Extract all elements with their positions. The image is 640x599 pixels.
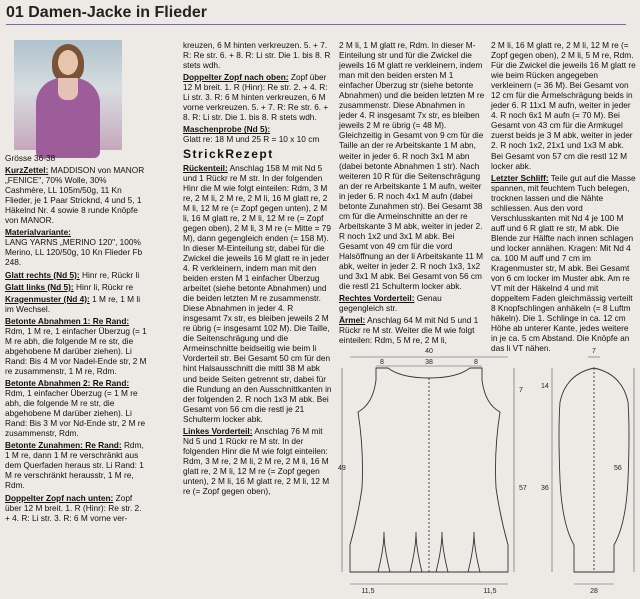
betonte-zunahmen-text: Rdm, 1 M re, dann 1 M re verschränkt aus dem Querfaden heraus str. Li Rand: 1 M re verschränkt herausstr, 1 M re, Rdm. [5,440,144,491]
column-instructions-1 [183,40,333,599]
glatt-rechts-section [5,270,148,280]
betonte-abnahmen-2-section [5,378,148,438]
rueckenteil-section [183,163,333,424]
dim-armhole-depth: 7 [519,387,523,394]
rechtes-vorderteil-heading: Rechtes Vorderteil: [339,293,415,304]
betonte-abnahmen-1-section [5,316,148,376]
zopf-oben-section [183,72,333,122]
body-gusset-right [468,532,480,572]
dim-shoulder-right: 8 [474,359,478,366]
materialvariante-heading: Materialvariante: [5,227,71,238]
model-photo [14,40,122,150]
materialvariante-section [5,227,148,267]
betonte-abnahmen-2-text: Rdm, 1 einfacher Überzug (= 1 M re abh, die folgende M re str, die abgehobene M darüber ziehen). Li Rand: Bis 3 M vor Nd-Ende str, 2 M re zusammenstr, Rdm. [5,388,146,439]
body-gusset-left [378,532,390,572]
zopf-unten-text: Zopf über 12 M breit. 1. R (Hinr): Re str. 2. + 4. R: Li str. 3. R: 6 M vorne ver- [5,492,142,523]
zopf-unten-heading: Doppelter Zopf nach unten: [5,492,114,503]
dim-shoulder-left: 8 [380,359,384,366]
betonte-abnahmen-1-heading: Betonte Abnahmen 1: Re Rand: [5,315,130,326]
column-instructions-3 [491,40,636,354]
dim-sleeve-bottom: 28 [590,588,598,595]
glatt-links-section [5,282,148,292]
zopf-unten-section [5,493,148,523]
dim-sleeve-length: 56 [614,465,622,472]
betonte-zunahmen-section [5,440,148,490]
linkes-vorderteil-section [183,426,333,496]
body-gusset-center-left [410,532,422,572]
linkes-vorderteil-continued: 2 M li, 1 M glatt re, Rdm. In dieser M-Einteilung str und für die Zwickel die jeweils 16 M glatt re verkleinern, indem man mit den beiden ersten M 1 einfacher Überzug str (siehe betonte Abnahmen) und die beiden letzten M re zusammenstr. Diese Abnahmen in jeder 4. R insgesamt 7x str, es bleiben jeweils 2 M re übrig (= 48 M). Gleichzeitig in Gesamt von 9 cm für die Taille an der re Arbeitskante 1 M abn, weiter in jeder 6. R noch 3x1 M abn (dabei betonte Abnahmen 1 str). Nach weiteren 10 R für die Seitenschrägung an der re Arbeitskante 1 M aufn, weiter in jeder 6. R noch 4x1 M aufn (dabei betonte Zunahmen str). Bei Gesamt 38 cm für die Armeinschnitte an der re Arbeitskante 3 M abk, weiter in jeder 2. R noch 1x2 und 3x1 M abk. Bei Gesamt von 49 cm für die vord Halsöffnung an der li Arbeitskante 11 M abk, weiter in jeder 2. R noch 1x3, 1x2 und 3x1 M abk. Bei Gesamt von 56 cm die restl 21 Schulterm locker abk. [339,40,485,292]
dim-sleeve-seam: 36 [541,485,549,492]
letzter-schliff-section [491,173,636,354]
glatt-rechts-text: Hinr re, Rückr li [82,269,140,280]
dim-hem-right: 11,5 [483,588,497,595]
letzter-schliff-heading: Letzter Schliff: [491,172,549,183]
betonte-abnahmen-2-heading: Betonte Abnahmen 2: Re Rand: [5,377,130,388]
column-instructions-2 [339,40,485,346]
kragenmuster-heading: Kragenmuster (Nd 4): [5,293,90,304]
rueckenteil-heading: Rückenteil: [183,162,228,173]
betonte-zunahmen-heading: Betonte Zunahmen: Re Rand: [5,440,122,451]
dim-hem-left: 11,5 [361,588,375,595]
zopf-oben-text: Zopf über 12 M breit. 1. R (Hinr): Re str. 2. + 4. R: Li str. 3. R: 6 M hinten verkreuzen, 6 M vorne verkreuzen. 5. + 7. R: Re str. 6. + 8. R: Li str. Die 1. bis 8. R stets wdh. [183,72,329,123]
linkes-vorderteil-heading: Linkes Vorderteil: [183,425,253,436]
letzter-schliff-text: Teile gut auf die Masse spannen, mit feuchtem Tuch belegen, trocknen lassen und die Nähte schliessen. Aus den vord Verschlusskanten mit Nd 4 je 100 M auff und 6 R glatt re str, M abk. Die Blende zur Hälfte nach innen schlagen und locker annähen. Kragen: Mit Nd 4 ca. 100 M auff und 7 cm im Kragenmuster str, M abk. Bei Gesamt von 6 cm locker im Muster abk. Am re VT mit der Häkelnd 4 und mit doppeltem Faden gleichmässig verteilt 8 Knopfschlingen anhäkeln (= 8 Luftm häkeln). Die 1. Schlinge in ca. 12 cm Höhe ab unterer Kante, jedes weitere in je ca. 5 cm Abstand. Die Knöpfe an das li VT nähen. [491,172,636,354]
dim-side-length: 57 [519,485,527,492]
size-line: Grösse 36-38 [5,153,56,163]
aermel-text: Anschlag 64 M mit Nd 5 und 1 Rückr re M str. Weiter die M wie folgt einteilen: Rdm, 5 M re, 2 M li, [339,315,479,346]
rechtes-vorderteil-text: Genau gegengleich str. [339,293,442,314]
body-gusset-center-right [436,532,448,572]
kurzzettel-heading: KurzZettel: [5,165,49,176]
kragenmuster-text: 1 M re, 1 M li im Wechsel. [5,293,141,314]
glatt-links-heading: Glatt links (Nd 5): [5,281,74,292]
zopf-oben-heading: Doppelter Zopf nach oben: [183,72,289,83]
glatt-links-text: Hinr li, Rückr re [76,281,134,292]
aermel-continued: 2 M li, 16 M glatt re, 2 M li, 12 M re (= Zopf gegen oben), 2 M li, 5 M re, Rdm. Für die Zwickel die jeweils 16 M glatt re wie beim Rücken angegeben verkleinern (= 36 M). Bei Gesamt von 12 cm für die Ärmelschrägung beids in jeder 6. R 11x1 M aufn, weiter in jeder 4. R noch 6x1 M aufn (= 70 M). Bei Gesamt von 43 cm für die Armkugel zuerst beids je 3 M abk, weiter in jeder 2. R noch 1x2, 21x1 und 1x3 M abk. Bei Gesamt von 57 cm die restl 12 M locker abk. [491,40,636,171]
dim-body-width: 40 [425,348,433,355]
dim-sleeve-cap: 14 [541,383,549,390]
pattern-schematic [338,340,640,599]
maschenprobe-heading: Maschenprobe (Nd 5): [183,124,271,135]
kurzzettel-section [5,165,148,225]
aermel-heading: Ärmel: [339,315,366,326]
dim-sleeve-top: 7 [592,348,596,355]
strickrezept-heading: StrickRezept [183,147,274,162]
model-top [58,78,78,100]
rechtes-vorderteil-section [339,293,485,313]
betonte-abnahmen-1-text: Rdm, 1 M re, 1 einfacher Überzug (= 1 M re abh, die folgende M re str, die abgehobene M darüber ziehen). Li Rand: Bis 4 M vor Nadel-Ende str, 2 M re zusammenstr, 1 M re, Rdm. [5,325,147,376]
dim-body-height: 49 [338,465,346,472]
page-title: 01 Damen-Jacke in Flieder [6,4,626,25]
body-outline-group [350,368,508,572]
rueckenteil-text: Anschlag 158 M mit Nd 5 und 1 Rückr re M str. In der folgenden Hinr die M wie folgt einteilen: Rdm, 3 M re, 2 M li, 2 M re, 2 M li, 16 M glatt re, 2 M li, 12 M re (= Zopf gegen unten), 2 M li, 16 M glatt re, 2 M li, 12 M re (= Zopf gegen oben), 2 M li, 3 M re (= Mitte = 79 M), dann gegengleich enden (= 158 M). In dieser M-Einteilung str, dabei für die Zwickel die jeweils 16 M glatt re in jeder 4. R verkleinern, indem man mit den beiden ersten M 1 einfacher Überzug arbeitet (siehe betonte Abnahmen) und die beiden letzten M re zusammenstr. Diese Abnahmen in jeder 4. R insgesamt 7x str, es bleiben jeweils 2 M re übrig (= insgesamt 102 M). Die Taille, die Seitenschrägung und die Armeinschnitte beidseitig wie beim li Vorderteil str. Bei Gesamt 50 cm für den hint Halsausschnitt die mittl 38 M abk und beide Seiten getrennt str, dabei für die Rundung an den Ausschnittkanten in der folgenden 2. R noch 1x3 M abk. Bei Gesamt von 56 cm die restl je 21 Schulterm locker abk. [183,162,332,424]
body-dimension-lines [342,357,514,584]
linkes-vorderteil-text: Anschlag 76 M mit Nd 5 und 1 Rückr re M str. In der folgenden Hinr die M wie folgt einteilen: Rdm, 3 M re, 2 M li, 2 M re, 2 M li, 16 M glatt re, 2 M li, 12 M re (= Zopf gegen unten), 2 M li, 16 M glatt re, 2 M li, 12 M re (= Zopf gegen oben), [183,425,330,497]
zopf-unten-continued: kreuzen, 6 M hinten verkreuzen. 5. + 7. R: Re str. 6. + 8. R: Li str. Die 1. bis 8. R stets wdh. [183,40,331,71]
column-materials [5,153,148,599]
maschenprobe-section [183,124,333,144]
kurzzettel-text: MADDISON von MANOR „FENICE", 70% Wolle, 30% Cashmère, LL 105m/50g, 11 Kn Flieder, je 1 Paar Stricknd, 4 und 5, 1 Häkelnd Nr. 4 sowie 8 runde Knöpfe von MANOR. [5,165,145,226]
dim-neck-width: 38 [425,359,433,366]
materialvariante-text: LANG YARNS „MERINO 120", 100% Merino, LL 120/50g, 10 Kn Flieder Fb 248. [5,237,143,268]
kragenmuster-section [5,294,148,314]
maschenprobe-text: Glatt re: 18 M und 25 R = 10 x 10 cm [183,134,320,145]
model-face [58,50,78,75]
glatt-rechts-heading: Glatt rechts (Nd 5): [5,269,80,280]
